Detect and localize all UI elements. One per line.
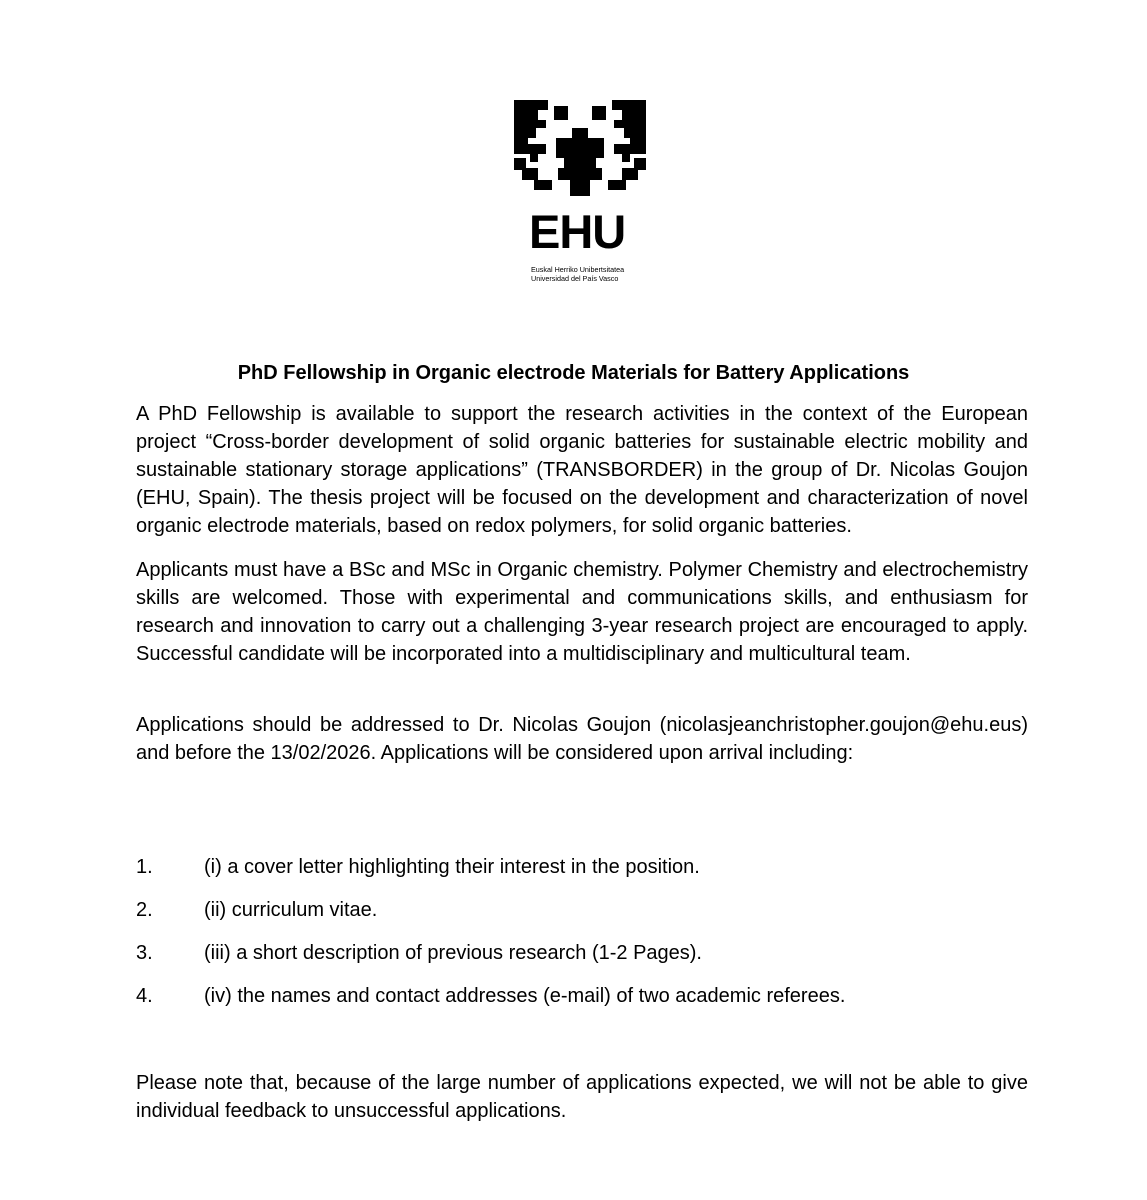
ehu-emblem-icon	[512, 98, 648, 198]
list-item-number: 4.	[136, 985, 153, 1007]
application-paragraph: Applications should be addressed to Dr. Nicolas Goujon (nicolasjeanchristopher.goujon@ehu.eus) and before the 13/02/2026. Applications will be considered upon arrival including:	[136, 714, 1028, 764]
list-item-text: (ii) curriculum vitae.	[204, 899, 378, 921]
logo-subtitle	[531, 266, 624, 283]
list-item-text: (iii) a short description of previous research (1-2 Pages).	[204, 942, 702, 964]
requirements-paragraph: Applicants must have a BSc and MSc in Organic chemistry. Polymer Chemistry and electrochemistry skills are welcomed. Those with experimental and communications skills, and enthusiasm for research and innovation to carry out a challenging 3-year research project are encouraged to apply. Successful candidate will be incorporated into a multidisciplinary and multicultural team.	[136, 559, 1028, 665]
list-item-number: 2.	[136, 899, 153, 921]
intro-paragraph: A PhD Fellowship is available to support the research activities in the context of the European project “Cross-border development of solid organic batteries for sustainable electric mobility and sustainable stationary storage applications” (TRANSBORDER) in the group of Dr. Nicolas Goujon (EHU, Spain). The thesis project will be focused on the development and characterization of novel organic electrode materials, based on redox polymers, for solid organic batteries.	[136, 403, 1028, 537]
list-item-number: 1.	[136, 856, 153, 878]
list-item	[136, 939, 1028, 982]
logo-wordmark: EHU	[529, 205, 626, 258]
list-item-text: (i) a cover letter highlighting their interest in the position.	[204, 856, 700, 878]
list-item	[136, 982, 1028, 1025]
application-documents-list	[136, 853, 1028, 1025]
logo-subtitle-line-1: Euskal Herriko Unibertsitatea	[531, 265, 625, 274]
list-item	[136, 853, 1028, 896]
document-title: PhD Fellowship in Organic electrode Materials for Battery Applications	[237, 362, 910, 384]
list-item	[136, 896, 1028, 939]
logo-subtitle-line-2: Universidad del País Vasco	[531, 273, 619, 283]
list-item-number: 3.	[136, 942, 153, 964]
list-item-text: (iv) the names and contact addresses (e-mail) of two academic referees.	[204, 985, 846, 1007]
feedback-note-paragraph: Please note that, because of the large number of applications expected, we will not be able to give individual feedback to unsuccessful applications.	[136, 1072, 1028, 1122]
university-logo	[512, 98, 652, 283]
